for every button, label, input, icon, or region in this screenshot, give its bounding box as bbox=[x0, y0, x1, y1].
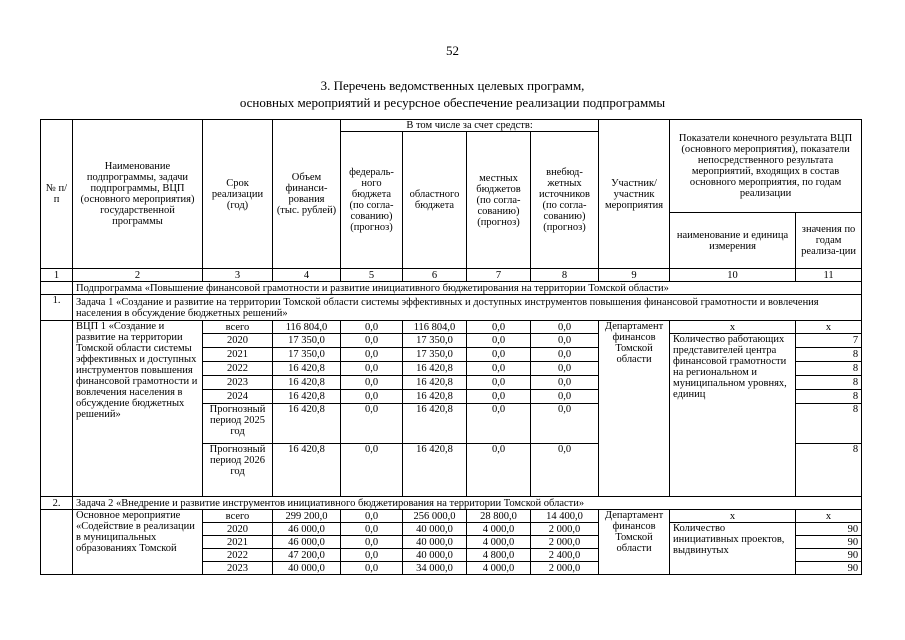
extra-cell: 0,0 bbox=[531, 390, 599, 404]
col-number: 2 bbox=[73, 269, 203, 282]
task2-row bbox=[41, 497, 862, 510]
period-cell: 2024 bbox=[203, 390, 273, 404]
volume-cell: 47 200,0 bbox=[273, 549, 341, 562]
task1-num: 1. bbox=[41, 295, 73, 321]
volume-cell: 46 000,0 bbox=[273, 523, 341, 536]
indicator-name-cell: x bbox=[670, 321, 796, 334]
indicator-value-cell: 90 bbox=[796, 562, 862, 575]
regional-cell: 16 420,8 bbox=[403, 362, 467, 376]
indicator-value-cell: 90 bbox=[796, 536, 862, 549]
local-cell: 4 000,0 bbox=[467, 536, 531, 549]
header-indicator-values: значения по годам реализа-ции bbox=[796, 213, 862, 269]
header-row-1 bbox=[41, 120, 862, 132]
period-cell: 2023 bbox=[203, 562, 273, 575]
period-cell: Прогнозный период 2026 год bbox=[203, 444, 273, 497]
indicator-value-cell: 8 bbox=[796, 348, 862, 362]
volume-cell: 46 000,0 bbox=[273, 536, 341, 549]
task1-row bbox=[41, 295, 862, 321]
subprogram-num-cell bbox=[41, 282, 73, 295]
period-cell: всего bbox=[203, 321, 273, 334]
header-volume: Объем финанси-рования (тыс. рублей) bbox=[273, 120, 341, 269]
task2-data-row bbox=[41, 510, 862, 523]
regional-cell: 40 000,0 bbox=[403, 536, 467, 549]
col-number: 6 bbox=[403, 269, 467, 282]
local-cell: 0,0 bbox=[467, 334, 531, 348]
indicator-value-cell: 7 bbox=[796, 334, 862, 348]
subprogram-title: Подпрограмма «Повышение финансовой грамотности и развитие инициативного бюджетирования на территории Томской области» bbox=[73, 282, 862, 295]
federal-cell: 0,0 bbox=[341, 362, 403, 376]
indicator-value-cell: 90 bbox=[796, 549, 862, 562]
title-line-2: основных мероприятий и ресурсное обеспечение реализации подпрограммы bbox=[239, 95, 666, 110]
federal-cell: 0,0 bbox=[341, 334, 403, 348]
indicator-value-cell: 8 bbox=[796, 362, 862, 376]
volume-cell: 16 420,8 bbox=[273, 404, 341, 444]
federal-cell: 0,0 bbox=[341, 536, 403, 549]
task2-indicator-name: Количество инициативных проектов, выдвинутых bbox=[670, 523, 796, 575]
local-cell: 0,0 bbox=[467, 321, 531, 334]
col-number: 8 bbox=[531, 269, 599, 282]
local-cell: 28 800,0 bbox=[467, 510, 531, 523]
header-sources-group: В том числе за счет средств: bbox=[341, 120, 599, 132]
regional-cell: 116 804,0 bbox=[403, 321, 467, 334]
task2-title: Задача 2 «Внедрение и развитие инструментов инициативного бюджетирования на территории Томской области» bbox=[73, 497, 862, 510]
period-cell: 2022 bbox=[203, 549, 273, 562]
task2-num-blank bbox=[41, 510, 73, 575]
volume-cell: 17 350,0 bbox=[273, 334, 341, 348]
period-cell: 2023 bbox=[203, 376, 273, 390]
col-number: 7 bbox=[467, 269, 531, 282]
task1-data-row bbox=[41, 321, 862, 334]
local-cell: 0,0 bbox=[467, 348, 531, 362]
regional-cell: 16 420,8 bbox=[403, 404, 467, 444]
extra-cell: 2 000,0 bbox=[531, 523, 599, 536]
indicator-value-cell: 8 bbox=[796, 444, 862, 497]
federal-cell: 0,0 bbox=[341, 523, 403, 536]
federal-cell: 0,0 bbox=[341, 562, 403, 575]
extra-cell: 2 000,0 bbox=[531, 562, 599, 575]
task2-program-name: Основное мероприятие «Содействие в реализации в муниципальных образованиях Томской bbox=[73, 510, 203, 575]
federal-cell: 0,0 bbox=[341, 321, 403, 334]
header-extra: внебюд-жетных источников (по согла-сованию) (прогноз) bbox=[531, 132, 599, 269]
task2-participant: Департамент финансов Томской области bbox=[599, 510, 670, 575]
title-line-1: 3. Перечень ведомственных целевых программ, bbox=[320, 78, 585, 93]
regional-cell: 40 000,0 bbox=[403, 549, 467, 562]
regional-cell: 16 420,8 bbox=[403, 376, 467, 390]
indicator-name-cell: x bbox=[670, 510, 796, 523]
indicator-value-cell: x bbox=[796, 510, 862, 523]
header-num: № п/п bbox=[41, 120, 73, 269]
subprogram-row bbox=[41, 282, 862, 295]
extra-cell: 2 000,0 bbox=[531, 536, 599, 549]
period-cell: Прогнозный период 2025 год bbox=[203, 404, 273, 444]
col-number: 9 bbox=[599, 269, 670, 282]
task2-num: 2. bbox=[41, 497, 73, 510]
document-title bbox=[0, 77, 905, 111]
federal-cell: 0,0 bbox=[341, 404, 403, 444]
local-cell: 0,0 bbox=[467, 390, 531, 404]
page-number: 52 bbox=[446, 43, 459, 58]
federal-cell: 0,0 bbox=[341, 390, 403, 404]
period-cell: 2021 bbox=[203, 536, 273, 549]
extra-cell: 0,0 bbox=[531, 334, 599, 348]
local-cell: 0,0 bbox=[467, 404, 531, 444]
period-cell: 2021 bbox=[203, 348, 273, 362]
col-number: 1 bbox=[41, 269, 73, 282]
indicator-value-cell: 8 bbox=[796, 376, 862, 390]
task1-indicator-name: Количество работающих представителей центра финансовой грамотности на региональном и муниципальном уровнях, единиц bbox=[670, 334, 796, 497]
header-name: Наименование подпрограммы, задачи подпрограммы, ВЦП (основного мероприятия) государственной программы bbox=[73, 120, 203, 269]
regional-cell: 256 000,0 bbox=[403, 510, 467, 523]
regional-cell: 17 350,0 bbox=[403, 348, 467, 362]
header-federal: федераль-ного бюджета (по согла-сованию) (прогноз) bbox=[341, 132, 403, 269]
local-cell: 0,0 bbox=[467, 376, 531, 390]
header-indicators-group: Показатели конечного результата ВЦП (основного мероприятия), показатели непосредственного результата мероприятий, входящих в состав основного мероприятия, по годам реализации bbox=[670, 120, 862, 213]
header-indicator-name: наименование и единица измерения bbox=[670, 213, 796, 269]
header-period: Срок реализации (год) bbox=[203, 120, 273, 269]
task1-participant: Департамент финансов Томской области bbox=[599, 321, 670, 497]
period-cell: 2020 bbox=[203, 523, 273, 536]
col-number: 5 bbox=[341, 269, 403, 282]
task1-title: Задача 1 «Создание и развитие на территории Томской области системы эффективных и доступных инструментов повышения финансовой грамотности и вовлечения населения в обсуждение бюджетных решений» bbox=[73, 295, 862, 321]
task1-program-name: ВЦП 1 «Создание и развитие на территории Томской области системы эффективных и доступных инструментов повышения финансовой грамотности и вовлечения населения в обсуждение бюджетных решений» bbox=[73, 321, 203, 497]
extra-cell: 0,0 bbox=[531, 321, 599, 334]
indicator-value-cell: x bbox=[796, 321, 862, 334]
volume-cell: 299 200,0 bbox=[273, 510, 341, 523]
col-number: 10 bbox=[670, 269, 796, 282]
col-number: 11 bbox=[796, 269, 862, 282]
extra-cell: 14 400,0 bbox=[531, 510, 599, 523]
program-table bbox=[40, 119, 862, 575]
regional-cell: 16 420,8 bbox=[403, 444, 467, 497]
task1-num-blank bbox=[41, 321, 73, 497]
indicator-value-cell: 90 bbox=[796, 523, 862, 536]
volume-cell: 16 420,8 bbox=[273, 362, 341, 376]
extra-cell: 0,0 bbox=[531, 348, 599, 362]
period-cell: 2020 bbox=[203, 334, 273, 348]
local-cell: 4 000,0 bbox=[467, 523, 531, 536]
period-cell: всего bbox=[203, 510, 273, 523]
volume-cell: 16 420,8 bbox=[273, 390, 341, 404]
header-participant: Участник/ участник мероприятия bbox=[599, 120, 670, 269]
federal-cell: 0,0 bbox=[341, 510, 403, 523]
volume-cell: 16 420,8 bbox=[273, 376, 341, 390]
header-regional: областного бюджета bbox=[403, 132, 467, 269]
indicator-value-cell: 8 bbox=[796, 404, 862, 444]
col-number: 3 bbox=[203, 269, 273, 282]
regional-cell: 16 420,8 bbox=[403, 390, 467, 404]
local-cell: 4 000,0 bbox=[467, 562, 531, 575]
extra-cell: 0,0 bbox=[531, 362, 599, 376]
federal-cell: 0,0 bbox=[341, 444, 403, 497]
federal-cell: 0,0 bbox=[341, 348, 403, 362]
local-cell: 0,0 bbox=[467, 362, 531, 376]
column-number-row bbox=[41, 269, 862, 282]
regional-cell: 17 350,0 bbox=[403, 334, 467, 348]
regional-cell: 40 000,0 bbox=[403, 523, 467, 536]
extra-cell: 0,0 bbox=[531, 376, 599, 390]
volume-cell: 17 350,0 bbox=[273, 348, 341, 362]
federal-cell: 0,0 bbox=[341, 376, 403, 390]
volume-cell: 16 420,8 bbox=[273, 444, 341, 497]
local-cell: 0,0 bbox=[467, 444, 531, 497]
extra-cell: 2 400,0 bbox=[531, 549, 599, 562]
extra-cell: 0,0 bbox=[531, 404, 599, 444]
local-cell: 4 800,0 bbox=[467, 549, 531, 562]
header-local: местных бюджетов (по согла-сованию) (прогноз) bbox=[467, 132, 531, 269]
period-cell: 2022 bbox=[203, 362, 273, 376]
federal-cell: 0,0 bbox=[341, 549, 403, 562]
regional-cell: 34 000,0 bbox=[403, 562, 467, 575]
volume-cell: 40 000,0 bbox=[273, 562, 341, 575]
col-number: 4 bbox=[273, 269, 341, 282]
volume-cell: 116 804,0 bbox=[273, 321, 341, 334]
indicator-value-cell: 8 bbox=[796, 390, 862, 404]
extra-cell: 0,0 bbox=[531, 444, 599, 497]
